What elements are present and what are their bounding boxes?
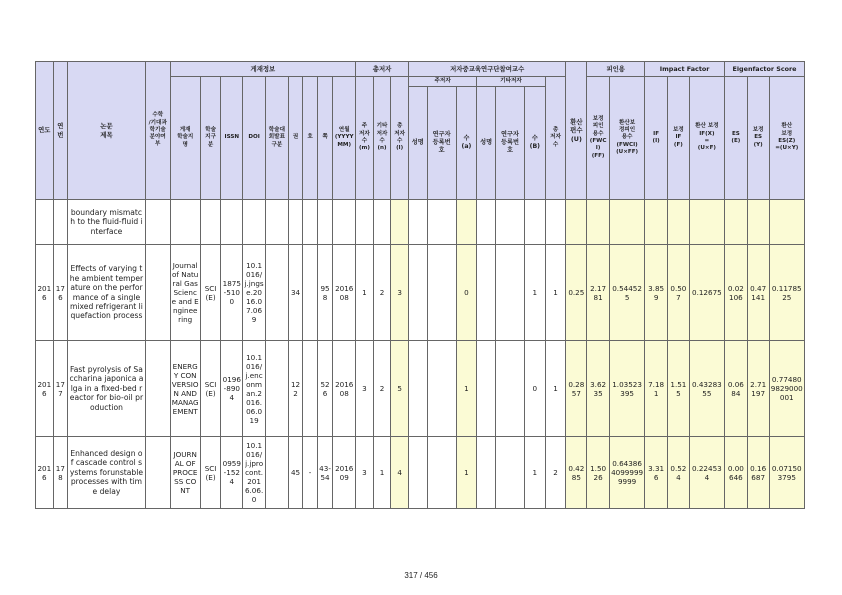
cell-ym: 201609 [333,437,356,509]
cell-a: 0 [456,245,477,341]
cell-doi [243,200,266,245]
cell-a: 1 [456,341,477,437]
cell-class: SCI(E) [200,437,221,509]
cell-ff: 2.1781 [587,245,610,341]
cell-n: 2 [373,341,391,437]
cell-f [668,200,690,245]
cell-journal: ENERGY CONVERSION AND MANAGEMENT [170,341,200,437]
cell-total: 2 [545,437,566,509]
cell-uff: 0.6438640999999999 [610,437,645,509]
cell-serial: 176 [53,245,68,341]
cell-issn [221,200,243,245]
cell-pages: 526 [317,341,333,437]
cell-m [356,200,374,245]
header-volume: 권 [288,77,303,200]
cell-n: 1 [373,437,391,509]
table-row [36,341,805,437]
cell-reg1 [427,200,456,245]
cell-vol [288,200,303,245]
cell-uff: 0.544525 [610,245,645,341]
cell-l: 5 [391,341,409,437]
cell-title: Effects of varying the ambient temperature on the performance of a single mixed refrigerant liquefaction process [68,245,146,341]
cell-y: 2.71197 [747,341,769,437]
cell-class [200,200,221,245]
cell-i [645,200,668,245]
cell-ff [587,200,610,245]
header-other-authors-n: 기타 저자 수 (n) [373,77,391,200]
cell-b: 0 [524,341,545,437]
header-group-authors: 총저자 [356,62,409,77]
cell-m: 3 [356,437,374,509]
header-year-month: 연월 (YYYY MM) [333,77,356,200]
cell-pages [317,200,333,245]
header-name-other: 성명 [477,87,496,200]
cell-x: 0.12675 [689,245,724,341]
header-es-adj: 보정 ES (Y) [747,77,769,200]
cell-year: 2016 [36,245,54,341]
header-main-authors-n: 주 저자 수 (m) [356,77,374,200]
cell-y: 0.16687 [747,437,769,509]
cell-name2 [477,437,496,509]
cell-l: 3 [391,245,409,341]
cell-l [391,200,409,245]
cell-name1 [408,245,427,341]
cell-funded [145,341,170,437]
cell-issue [303,245,318,341]
header-es-conv: 환산 보정 ES(Z) =(U×Y) [769,77,804,200]
cell-vol: 122 [288,341,303,437]
cell-x: 0.4328355 [689,341,724,437]
cell-year: 2016 [36,341,54,437]
cell-reg2 [495,437,524,509]
cell-reg2 [495,245,524,341]
table-row [36,200,805,245]
cell-title: Fast pyrolysis of Saccharina japonica alga in a fixed-bed reactor for bio-oil production [68,341,146,437]
cell-doi: 10.1016/j.jprocont.2016.06.0 [243,437,266,509]
cell-uff: 1.03523395 [610,341,645,437]
cell-m: 1 [356,245,374,341]
header-count-b: 수 (B) [524,87,545,200]
header-year: 연도 [36,62,54,200]
header-name-main: 성명 [408,87,427,200]
header-serial: 연번 [53,62,68,200]
header-journal-class: 학술 지구 분 [200,77,221,200]
cell-issue [303,341,318,437]
header-group-participants: 저자중교육연구단참여교수 [408,62,566,77]
cell-reg1 [427,245,456,341]
cell-u: 0.25 [566,245,587,341]
cell-issn: 0959-1524 [221,437,243,509]
header-paper-title: 논문 제목 [68,62,146,200]
cell-title: Enhanced design of cascade control systems forunstable processes with time delay [68,437,146,509]
cell-name1 [408,200,427,245]
cell-z: 0.071503795 [769,437,804,509]
cell-l: 4 [391,437,409,509]
cell-issue: - [303,437,318,509]
cell-u: 0.4285 [566,437,587,509]
header-sub-other-author: 기타저자 [477,77,545,87]
cell-cat [265,200,288,245]
header-funded: 수학 /기대과 학기술 분야여 부 [145,62,170,200]
cell-m: 3 [356,341,374,437]
cell-funded [145,200,170,245]
cell-f: 1.515 [668,341,690,437]
cell-z: 0.774809829000001 [769,341,804,437]
cell-serial [53,200,68,245]
cell-cat [265,437,288,509]
cell-n [373,200,391,245]
cell-e: 0.0684 [724,341,747,437]
header-sub-main-author: 주저자 [408,77,476,87]
cell-e: 0.02106 [724,245,747,341]
cell-y [747,200,769,245]
cell-total: 1 [545,341,566,437]
cell-name1 [408,341,427,437]
cell-u: 0.2857 [566,341,587,437]
header-fwci: 보정 피인 용수 (FWC I) (FF) [587,77,610,200]
cell-doi: 10.1016/j.jngse.2016.07.069 [243,245,266,341]
header-doi: DOI [243,77,266,200]
cell-journal: JOURNAL OF PROCESS CONT [170,437,200,509]
cell-funded [145,245,170,341]
cell-serial: 178 [53,437,68,509]
cell-name2 [477,200,496,245]
cell-journal: Journal of Natural Gas Science and Engineering [170,245,200,341]
cell-serial: 177 [53,341,68,437]
cell-z [769,200,804,245]
cell-pages: 43-54 [317,437,333,509]
cell-cat [265,341,288,437]
table-row [36,437,805,509]
cell-b [524,200,545,245]
cell-name2 [477,245,496,341]
header-if-conv: 환산 보정 IF(X) = (U×F) [689,77,724,200]
cell-a: 1 [456,437,477,509]
header-if: IF (I) [645,77,668,200]
header-pages: 쪽 [317,77,333,200]
header-converted-count: 환산 편수 (U) [566,62,587,200]
cell-journal [170,200,200,245]
cell-i: 7.181 [645,341,668,437]
cell-u [566,200,587,245]
header-group-publication: 게재정보 [170,62,355,77]
cell-n: 2 [373,245,391,341]
header-group-citation: 피인용 [587,62,645,77]
cell-f: 0.507 [668,245,690,341]
cell-title: boundary mismatch to the fluid-fluid interface [68,200,146,245]
cell-vol: 34 [288,245,303,341]
header-count-a: 수 (a) [456,87,477,200]
cell-reg1 [427,437,456,509]
cell-b: 1 [524,437,545,509]
cell-ym: 201608 [333,245,356,341]
cell-funded [145,437,170,509]
cell-reg1 [427,341,456,437]
cell-vol: 45 [288,437,303,509]
header-cat-code: 학술대 회발표 구분 [265,77,288,200]
cell-y: 0.47141 [747,245,769,341]
cell-year [36,200,54,245]
cell-x [689,200,724,245]
cell-uff [610,200,645,245]
cell-issn: 0196-8904 [221,341,243,437]
cell-ym [333,200,356,245]
header-issue: 호 [303,77,318,200]
cell-pages: 958 [317,245,333,341]
header-es: ES (E) [724,77,747,200]
cell-ff: 3.6235 [587,341,610,437]
cell-name2 [477,341,496,437]
cell-reg2 [495,341,524,437]
cell-b: 1 [524,245,545,341]
research-output-table [35,61,805,509]
cell-reg2 [495,200,524,245]
header-group-if: Impact Factor [645,62,725,77]
header-issn: ISSN [221,77,243,200]
cell-ym: 201608 [333,341,356,437]
cell-name1 [408,437,427,509]
header-journal-name: 게재 학술지 명 [170,77,200,200]
cell-doi: 10.1016/j.enconman.2016.06.019 [243,341,266,437]
cell-a [456,200,477,245]
cell-class: SCI(E) [200,245,221,341]
cell-issue [303,200,318,245]
cell-issn: 1875-5100 [221,245,243,341]
header-fwci-conv: 환산보 정피인 용수 (FWCI) (U×FF) [610,77,645,200]
header-total-authors-n: 총 저자 수 (l) [391,77,409,200]
cell-class: SCI(E) [200,341,221,437]
header-reg-other: 연구자 등록번 호 [495,87,524,200]
cell-e: 0.00646 [724,437,747,509]
cell-total [545,200,566,245]
cell-x: 0.224534 [689,437,724,509]
header-total-count: 총 저자 수 [545,77,566,200]
cell-f: 0.524 [668,437,690,509]
table-row [36,245,805,341]
cell-z: 0.1178525 [769,245,804,341]
cell-i: 3.859 [645,245,668,341]
header-reg-main: 연구자 등록번 호 [427,87,456,200]
header-if-adj: 보정 IF (F) [668,77,690,200]
cell-total: 1 [545,245,566,341]
cell-e [724,200,747,245]
cell-ff: 1.5026 [587,437,610,509]
page-number: 317 / 456 [404,571,438,580]
cell-year: 2016 [36,437,54,509]
header-group-es: Eigenfactor Score [724,62,804,77]
cell-i: 3.316 [645,437,668,509]
cell-cat [265,245,288,341]
